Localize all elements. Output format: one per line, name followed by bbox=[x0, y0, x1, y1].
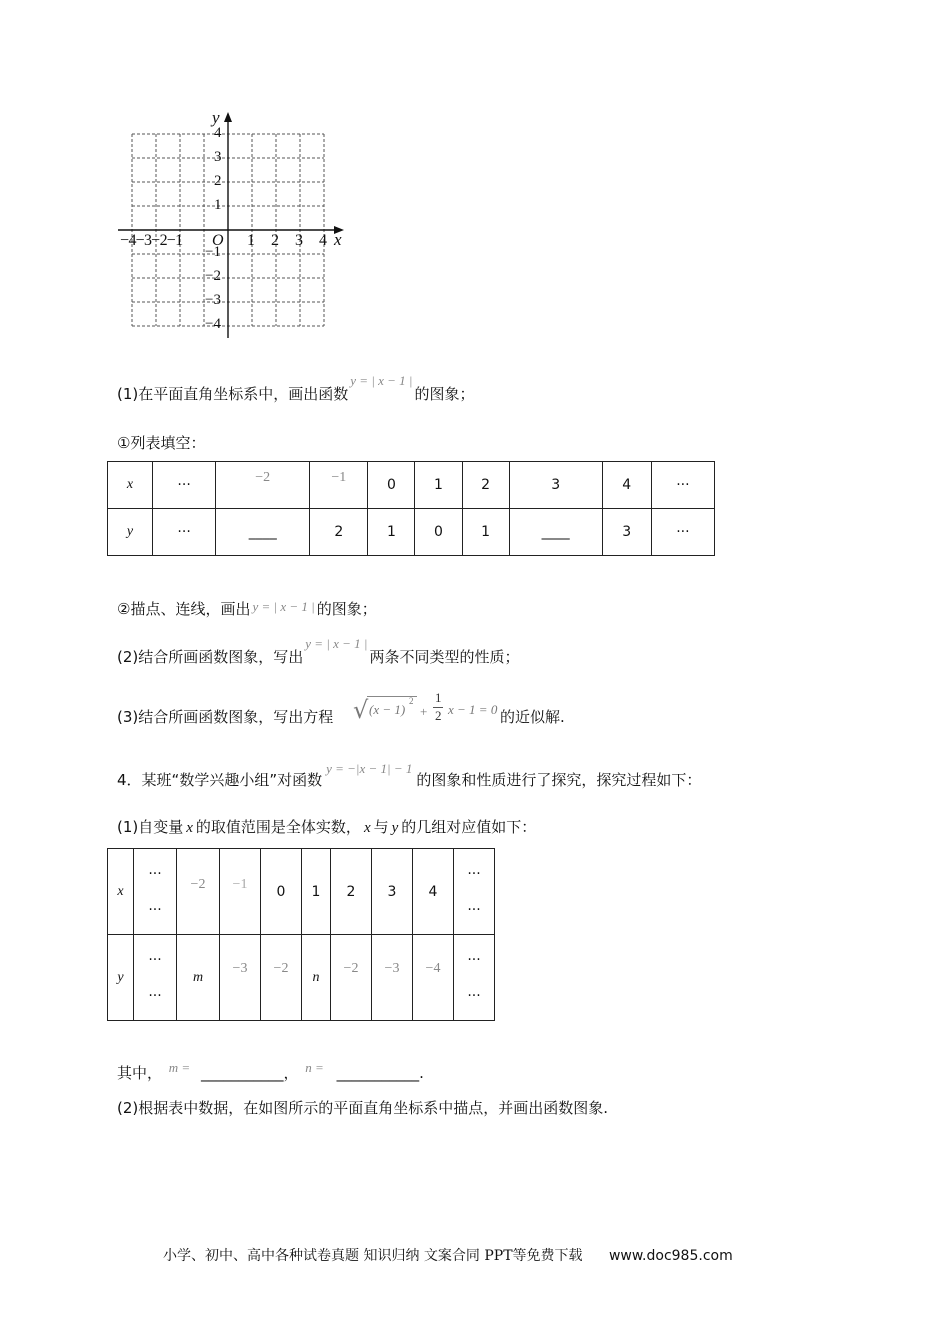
question-2 bbox=[117, 636, 520, 667]
q1-formula: y = | x − 1 | bbox=[350, 373, 413, 388]
q3-tail: x − 1 = 0 bbox=[448, 702, 498, 717]
x-axis-label: x bbox=[334, 230, 342, 249]
dots: ··· bbox=[148, 865, 162, 882]
q3-plus: + bbox=[420, 704, 428, 719]
coordinate-grid bbox=[110, 108, 360, 343]
footer-url[interactable]: www.doc985.com bbox=[608, 1248, 733, 1264]
table-cell: −1 bbox=[310, 462, 368, 509]
p4q1-text-4: 的几组对应值如下： bbox=[401, 818, 537, 836]
table-cell: 3 bbox=[509, 462, 602, 509]
answer-line bbox=[117, 1062, 424, 1083]
y-tick-2: 2 bbox=[214, 173, 222, 189]
m-label: m = bbox=[168, 1060, 191, 1075]
y-axis-label: y bbox=[212, 108, 220, 127]
table-cell: −3 bbox=[372, 935, 413, 1021]
table-cell: x bbox=[108, 849, 134, 935]
dots: ··· bbox=[467, 865, 481, 882]
q2-formula: y = | x − 1 | bbox=[305, 636, 368, 651]
p4q1-text-1: (1)自变量 bbox=[117, 818, 184, 836]
q3-suffix: 的近似解. bbox=[500, 708, 565, 726]
n-answer-blank[interactable]: ___________ bbox=[336, 1064, 420, 1082]
table2-x-row bbox=[108, 849, 495, 935]
y-tick-neg3: −3 bbox=[205, 292, 221, 308]
table-cell: ··· bbox=[153, 509, 216, 556]
origin-label: O bbox=[212, 232, 224, 249]
value-table-2 bbox=[107, 848, 495, 1021]
table1-x-row bbox=[108, 462, 715, 509]
table-cell: y bbox=[108, 935, 134, 1021]
dots: ··· bbox=[467, 901, 481, 918]
p4q1-text-2: 的取值范围是全体实数， bbox=[195, 818, 361, 836]
dots: ··· bbox=[148, 987, 162, 1004]
table-cell: −4 bbox=[413, 935, 454, 1021]
x-ticks-negative: −4 −3 −2 −1 bbox=[120, 232, 183, 249]
dots: ··· bbox=[148, 951, 162, 968]
table-cell: 1 bbox=[415, 462, 462, 509]
table-cell-dots bbox=[134, 849, 177, 935]
question-3 bbox=[117, 690, 565, 727]
table-cell: 1 bbox=[302, 849, 331, 935]
q3-prefix: (3)结合所画函数图象，写出方程 bbox=[117, 708, 334, 726]
p4q1-text-3: 与 bbox=[373, 818, 389, 836]
q3-radicand: (x − 1) bbox=[369, 702, 406, 717]
step1-title: ①列表填空： bbox=[117, 434, 206, 452]
table-cell: ··· bbox=[153, 462, 216, 509]
table-cell-n: n bbox=[302, 935, 331, 1021]
table-cell: 3 bbox=[372, 849, 413, 935]
var-x: x bbox=[363, 820, 371, 836]
dots: ··· bbox=[467, 987, 481, 1004]
question-1 bbox=[117, 373, 475, 404]
p4-formula: y = −|x − 1| − 1 bbox=[326, 761, 413, 776]
y-tick-neg4: −4 bbox=[205, 316, 221, 332]
table-cell: 0 bbox=[368, 462, 415, 509]
table-cell: −2 bbox=[177, 849, 220, 935]
q1-prefix: (1)在平面直角坐标系中，画出函数 bbox=[117, 385, 349, 403]
var-x: x bbox=[186, 820, 193, 836]
step2-suffix: 的图象； bbox=[316, 600, 377, 618]
x-tick-1: 1 bbox=[247, 232, 255, 249]
table-cell: x bbox=[108, 462, 153, 509]
dots: ··· bbox=[148, 901, 162, 918]
q3-frac-num: 1 bbox=[435, 690, 442, 705]
m-answer-blank[interactable]: ___________ bbox=[201, 1064, 284, 1082]
sqrt-sign: √ bbox=[353, 696, 369, 724]
table-cell: −2 bbox=[261, 935, 302, 1021]
y-tick-neg2: −2 bbox=[205, 268, 221, 284]
step-2 bbox=[117, 598, 377, 619]
dots: ··· bbox=[467, 951, 481, 968]
period: . bbox=[419, 1064, 424, 1082]
table-cell: 2 bbox=[331, 849, 372, 935]
table1-y-row bbox=[108, 509, 715, 556]
table-cell: 0 bbox=[261, 849, 302, 935]
q2-prefix: (2)结合所画函数图象，写出 bbox=[117, 648, 304, 666]
table-cell: y bbox=[108, 509, 153, 556]
fill-blank[interactable]: ____ bbox=[509, 509, 602, 556]
table-cell: ··· bbox=[651, 509, 714, 556]
table-cell: 2 bbox=[310, 509, 368, 556]
footer bbox=[163, 1245, 733, 1265]
step2-formula: y = | x − 1 | bbox=[252, 599, 315, 614]
separator: ， bbox=[283, 1064, 299, 1082]
q1-suffix: 的图象； bbox=[414, 385, 475, 403]
p4-question-2: (2)根据表中数据，在如图所示的平面直角坐标系中描点，并画出函数图象. bbox=[117, 1099, 609, 1117]
table-cell: −2 bbox=[331, 935, 372, 1021]
y-tick-1: 1 bbox=[214, 197, 222, 213]
x-tick-2: 2 bbox=[271, 232, 279, 249]
table-cell: 3 bbox=[602, 509, 651, 556]
q3-frac-den: 2 bbox=[435, 708, 442, 723]
step2-prefix: ②描点、连线，画出 bbox=[117, 600, 251, 618]
where-text: 其中， bbox=[117, 1064, 163, 1082]
table2-y-row bbox=[108, 935, 495, 1021]
table-cell: −1 bbox=[220, 849, 261, 935]
table-cell: −2 bbox=[216, 462, 310, 509]
table-cell: 1 bbox=[368, 509, 415, 556]
y-tick-3: 3 bbox=[214, 149, 222, 165]
p4-question-1 bbox=[117, 816, 536, 837]
problem-4 bbox=[117, 761, 702, 790]
table-cell-dots bbox=[454, 935, 495, 1021]
x-tick-3: 3 bbox=[295, 232, 303, 249]
table-cell: 4 bbox=[413, 849, 454, 935]
table-cell-m: m bbox=[177, 935, 220, 1021]
footer-text: 小学、初中、高中各种试卷真题 知识归纳 文案合同 PPT等免费下载 bbox=[163, 1248, 583, 1264]
value-table-1 bbox=[107, 461, 715, 556]
y-axis-arrow bbox=[224, 112, 232, 122]
fill-blank[interactable]: ____ bbox=[216, 509, 310, 556]
q2-suffix: 两条不同类型的性质； bbox=[369, 648, 520, 666]
table-cell: 0 bbox=[415, 509, 462, 556]
table-cell: 4 bbox=[602, 462, 651, 509]
n-label: n = bbox=[305, 1060, 324, 1075]
table-cell: 1 bbox=[462, 509, 509, 556]
table-cell: −3 bbox=[220, 935, 261, 1021]
p4-suffix: 的图象和性质进行了探究，探究过程如下： bbox=[416, 771, 702, 789]
table-cell-dots bbox=[454, 849, 495, 935]
y-tick-neg1: −1 bbox=[205, 244, 221, 260]
table-cell: 2 bbox=[462, 462, 509, 509]
x-tick-4: 4 bbox=[319, 232, 327, 249]
table-cell-dots bbox=[134, 935, 177, 1021]
var-y: y bbox=[391, 820, 399, 836]
p4-prefix: 4．某班“数学兴趣小组”对函数 bbox=[117, 771, 323, 789]
y-tick-4: 4 bbox=[214, 125, 222, 141]
table-cell: ··· bbox=[651, 462, 714, 509]
q3-exponent: 2 bbox=[409, 696, 414, 706]
